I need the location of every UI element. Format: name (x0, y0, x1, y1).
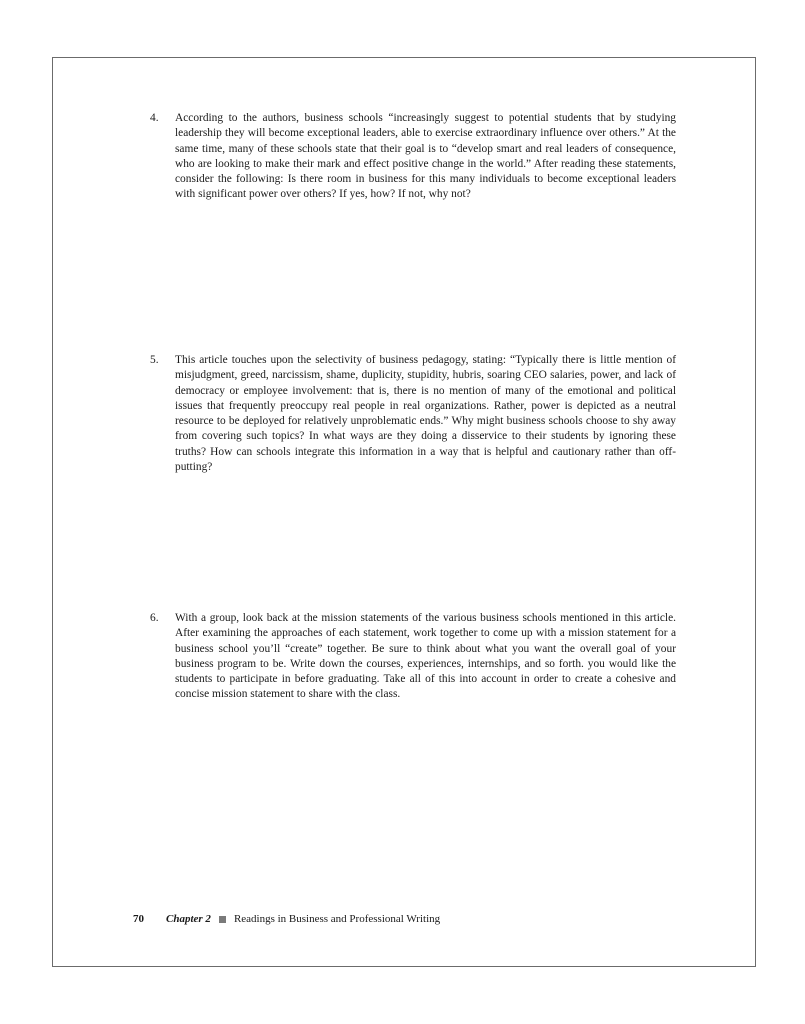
question-number: 6. (150, 612, 159, 624)
page-number: 70 (133, 913, 144, 925)
question-text: According to the authors, business schools “increasingly suggest to potential students that by studying leadership they will become exceptional leaders, able to exercise extraordinary influence over others.” At the same time, many of these schools state that their goal is to “develop smart and real leaders of consequence, who are looking to make their mark and effect positive change in the world.” After reading these statements, consider the following: Is there room in business for this many individuals to become exceptional leaders with significant power over others? If yes, how? If not, why not? (175, 112, 676, 201)
chapter-label: Chapter 2 (166, 913, 211, 925)
question-6 (150, 611, 676, 703)
page-footer (133, 913, 440, 925)
question-text: With a group, look back at the mission statements of the various business schools mentioned in this article. After examining the approaches of each statement, work together to come up with a mission statement for a business school you’ll “create” together. Be sure to think about what you want the overall goal of your business program to be. Write down the courses, experiences, internships, and so forth. you would like the students to participate in before graduating. Take all of this into account in order to create a cohesive and concise mission statement to share with the class. (175, 612, 676, 701)
question-text: This article touches upon the selectivity of business pedagogy, stating: “Typically there is little mention of misjudgment, greed, narcissism, shame, duplicity, stupidity, hubris, soaring CEO salaries, power, and lack of democracy or employee involvement: that is, there is no mention of many of the emotional and political issues that frequently preoccupy real people in real organizations. Rather, power is depicted as a neutral resource to be deployed for relatively unproblematic ends.” Why might business schools choose to shy away from covering such topics? In what ways are they doing a disservice to their students by ignoring these truths? How can schools integrate this information in a way that is helpful and cautionary rather than off-putting? (175, 354, 676, 474)
section-title: Readings in Business and Professional Writing (233, 913, 441, 925)
question-number: 5. (150, 354, 159, 366)
question-4 (150, 111, 676, 203)
question-number: 4. (150, 112, 159, 124)
square-bullet-icon (219, 916, 226, 923)
question-5 (150, 353, 676, 475)
